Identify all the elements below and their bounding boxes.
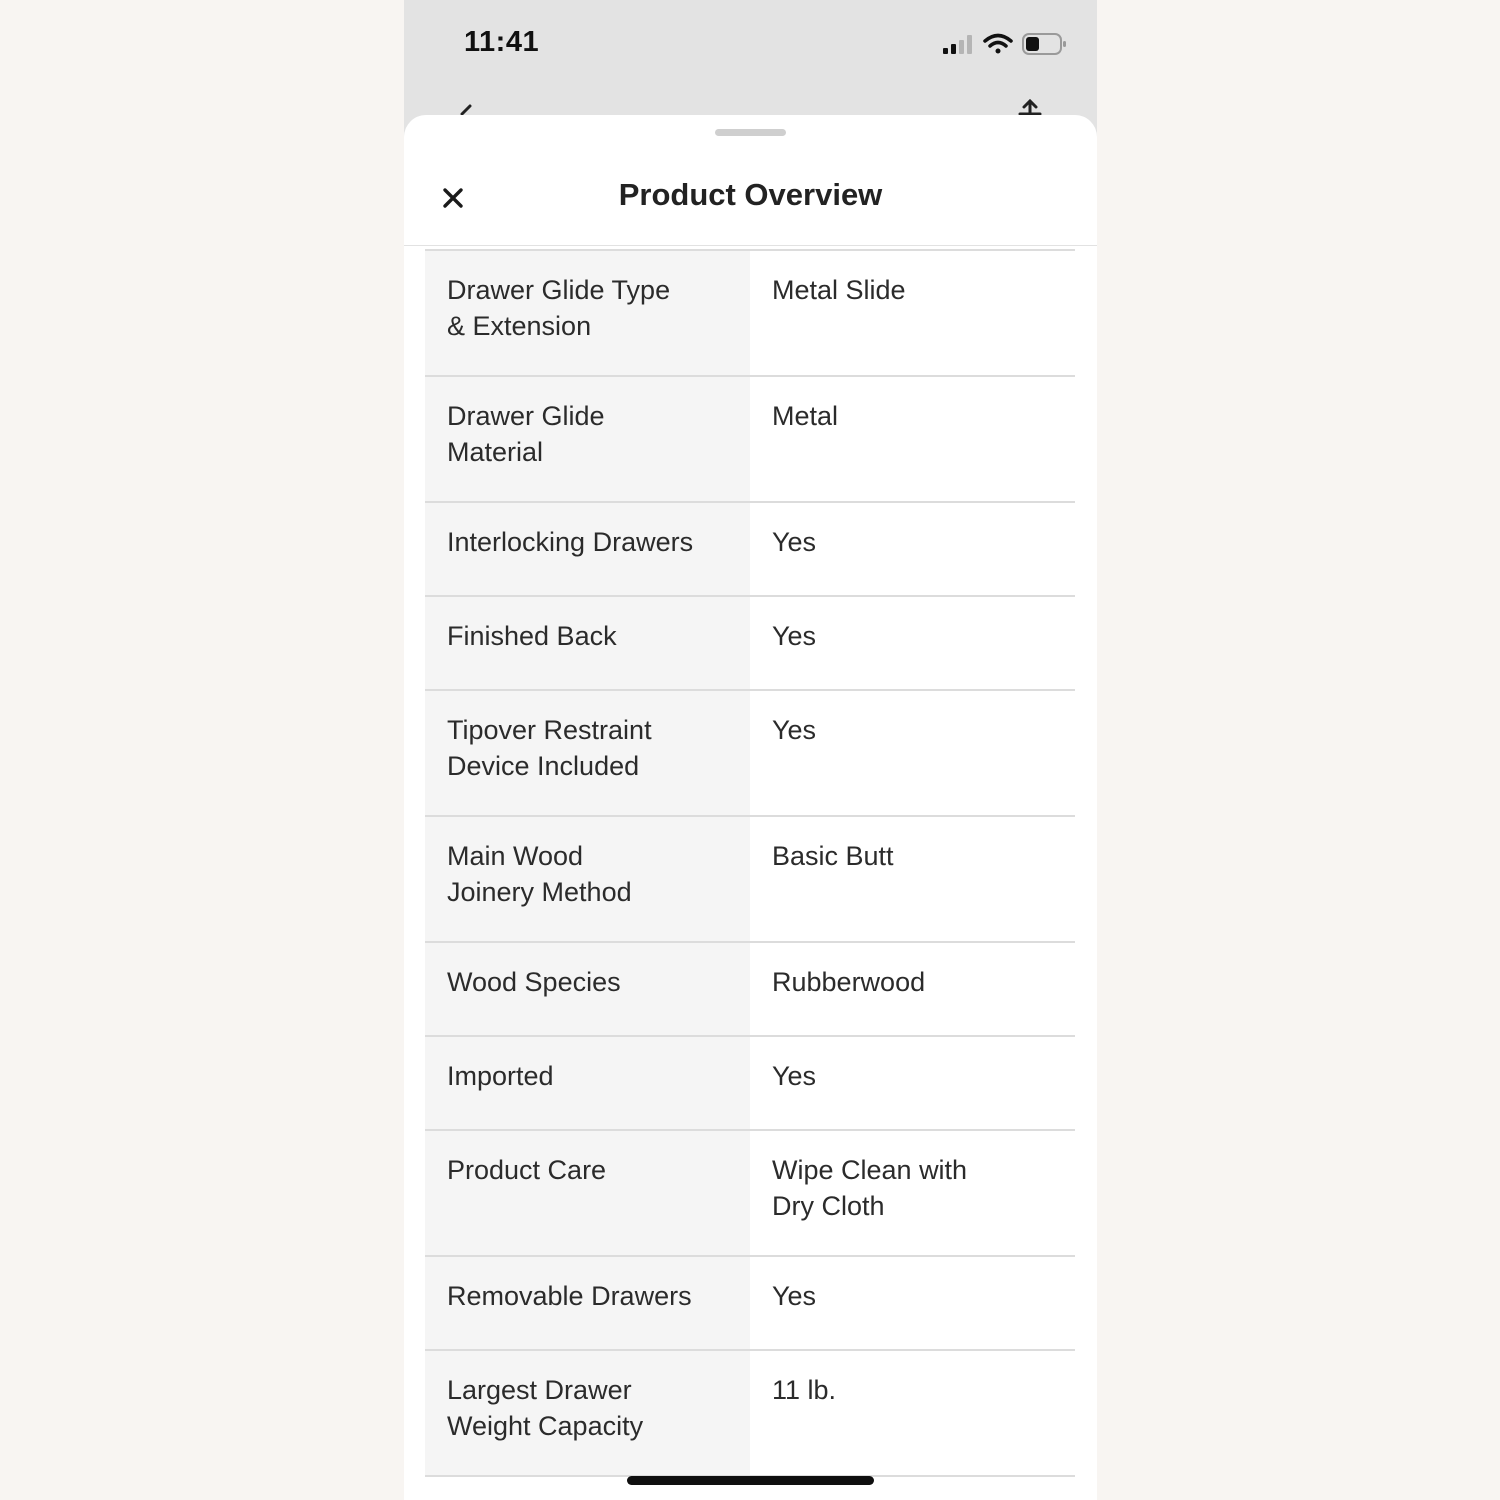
spec-row (425, 1131, 1075, 1257)
battery-icon (1023, 34, 1066, 54)
spec-table (425, 249, 1075, 1477)
spec-value: Rubberwood (772, 967, 926, 997)
spec-label: Imported (425, 1037, 750, 1129)
spec-value: Basic Butt (772, 841, 894, 871)
spec-value: Yes (772, 715, 817, 745)
spec-value: Yes (772, 527, 817, 557)
sheet-header (404, 137, 1097, 246)
spec-value: Metal (772, 401, 839, 431)
spec-value: Yes (772, 1281, 817, 1311)
spec-label: Finished Back (425, 597, 750, 689)
spec-label: Main Wood Joinery Method (425, 817, 750, 941)
home-indicator (627, 1476, 874, 1485)
spec-label: Tipover Restraint Device Included (425, 691, 750, 815)
status-icons (937, 30, 1067, 60)
spec-label: Wood Species (425, 943, 750, 1035)
spec-value: Yes (772, 621, 817, 651)
spec-row (425, 1351, 1075, 1477)
spec-row (425, 251, 1075, 377)
cellular-signal-icon (943, 35, 972, 54)
spec-value: Yes (772, 1061, 817, 1091)
status-icons-graphic (937, 30, 1067, 60)
spec-value: Wipe Clean with Dry Cloth (772, 1155, 968, 1221)
spec-label: Interlocking Drawers (425, 503, 750, 595)
spec-label: Drawer Glide Material (425, 377, 750, 501)
status-time: 11:41 (464, 26, 540, 58)
spec-row (425, 1037, 1075, 1131)
spec-row (425, 597, 1075, 691)
spec-value: 11 lb. (772, 1375, 837, 1405)
spec-row (425, 377, 1075, 503)
spec-label: Product Care (425, 1131, 750, 1255)
sheet-title: Product Overview (618, 177, 883, 212)
spec-row (425, 817, 1075, 943)
spec-label: Removable Drawers (425, 1257, 750, 1349)
product-overview-sheet (404, 115, 1097, 1500)
spec-row (425, 503, 1075, 597)
spec-row (425, 943, 1075, 1037)
wifi-icon (985, 36, 1011, 54)
spec-label: Drawer Glide Type & Extension (425, 251, 750, 375)
sheet-grabber[interactable] (715, 129, 786, 136)
spec-label: Largest Drawer Weight Capacity (425, 1351, 750, 1475)
spec-row (425, 691, 1075, 817)
phone-screen (404, 0, 1097, 1500)
spec-value: Metal Slide (772, 275, 906, 305)
status-bar (404, 0, 1097, 90)
spec-row (425, 1257, 1075, 1351)
